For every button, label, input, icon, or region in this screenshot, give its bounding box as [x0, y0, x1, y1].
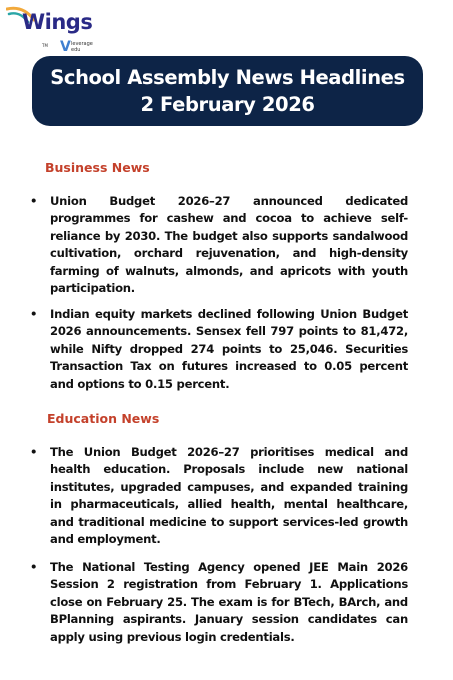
brand-logo: [6, 6, 126, 56]
news-item-text: The Union Budget 2026–27 prioritises medical and health education. Proposals include new national institutes, upgraded campuses, and expanded training in pharmaceuticals, allied health, mental healthcare, and traditional medicine to support services-led growth and employment.: [50, 445, 408, 547]
leverage-v-icon: V: [60, 39, 71, 55]
news-item: [30, 444, 408, 548]
news-item-text: Union Budget 2026–27 announced dedicated programmes for cashew and cocoa to achieve self-reliance by 2030. The budget also supports sandalwood cultivation, orchard rejuvenation, and high-density farming of walnuts, almonds, and apricots with youth participation.: [50, 194, 408, 296]
section-title-education: Education News: [47, 411, 160, 426]
trademark-mark: TM: [42, 43, 48, 48]
banner-title-line1: School Assembly News Headlines: [50, 66, 405, 89]
logo-tagline-line2: edu: [71, 47, 81, 53]
news-item-text: Indian equity markets declined following Union Budget 2026 announcements. Sensex fell 797 points to 81,472, while Nifty dropped 274 points to 25,046. Securities Transaction Tax on futures increased to 0.05 percent and options to 0.15 percent.: [50, 307, 408, 391]
news-item: [30, 306, 408, 393]
news-item-text: The National Testing Agency opened JEE Main 2026 Session 2 registration from February 1. Applications close on February 25. The exam is for BTech, BArch, and BPlanning aspirants. January session candidates can apply using previous login credentials.: [50, 560, 408, 644]
bullet-icon: •: [30, 445, 38, 459]
banner-title-line2: 2 February 2026: [140, 93, 315, 116]
section-title-business: Business News: [45, 160, 150, 175]
news-item: [30, 559, 408, 646]
logo-tagline: [71, 41, 111, 53]
logo-wordmark: Wings: [22, 10, 93, 34]
bullet-icon: •: [30, 560, 38, 574]
logo-tagline-line1: leverage: [71, 41, 93, 47]
news-item: [30, 193, 408, 297]
headline-banner: [32, 56, 423, 126]
bullet-icon: •: [30, 194, 38, 208]
bullet-icon: •: [30, 307, 38, 321]
